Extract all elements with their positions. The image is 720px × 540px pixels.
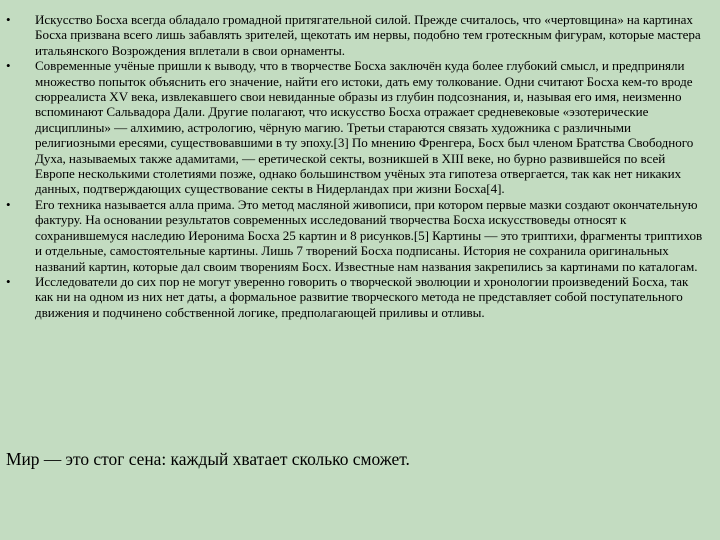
bullet-paragraph-4	[6, 274, 706, 320]
bullet-icon: •	[6, 12, 11, 27]
paragraph-text: Искусство Босха всегда обладало громадной притягательной силой. Прежде считалось, что «чертовщина» на картинах Босха призвана всего лишь забавлять зрителей, щекотать им нервы, подобно тем гротескным фигурам, которые мастера итальянского Возрождения вплетали в свои орнаменты.	[35, 12, 701, 58]
bullet-icon: •	[6, 273, 11, 289]
bullet-list	[6, 12, 706, 320]
bullet-icon: •	[6, 196, 11, 212]
bullet-icon: •	[6, 58, 11, 74]
paragraph-text: Исследователи до сих пор не могут уверенно говорить о творческой эволюции и хронологии произведений Босха, так как ни на одном из них нет даты, а формальное развитие творческого метода не представляет собой поступательного движения и подчинено собственной логике, предполагающей приливы и отливы.	[35, 273, 689, 320]
paragraph-text: Современные учёные пришли к выводу, что в творчестве Босха заключён куда более глубокий смысл, и предприняли множество попыток объяснить его значение, найти его истоки, дать ему толкование. Одни считают Босха кем-то вроде сюрреалиста XV века, извлекавшего свои невиданные образы из глубин подсознания, и, называя его имя, неизменно вспоминают Сальвадора Дали. Другие полагают, что искусство Босха отражает средневековые «эзотерические дисциплины» — алхимию, астрологию, чёрную магию. Третьи стараются связать художника с различными религиозными ересями, существовавшими в ту эпоху.[3] По мнению Френгера, Босх был членом Братства Свободного Духа, называемых также адамитами, — еретической секты, возникшей в XIII веке, но бурно развившейся по всей Европе несколькими столетиями позже, однако большинством учёных эта гипотеза отвергается, так как нет никаких данных, подтверждающих существование секты в Нидерландах при жизни Босха[4].	[35, 58, 694, 197]
bullet-paragraph-2	[6, 58, 706, 197]
bullet-paragraph-1	[6, 12, 706, 58]
paragraph-text: Его техника называется алла прима. Это метод масляной живописи, при котором первые мазки создают окончательную фактуру. На основании результатов современных исследований творчества Босха искусствоведы относят к сохранившемуся наследию Иеронима Босха 25 картин и 8 рисунков.[5] Картины — это триптихи, фрагменты триптихов и отдельные, самостоятельные картины. Лишь 7 творений Босха подписаны. История не сохранила оригинальных названий картин, которые дал своим творениям Босх. Известные нам названия закрепились за картинами по каталогам.	[35, 196, 703, 274]
bullet-paragraph-3	[6, 197, 706, 274]
closing-quote: Мир — это стог сена: каждый хватает сколько сможет.	[6, 449, 410, 469]
